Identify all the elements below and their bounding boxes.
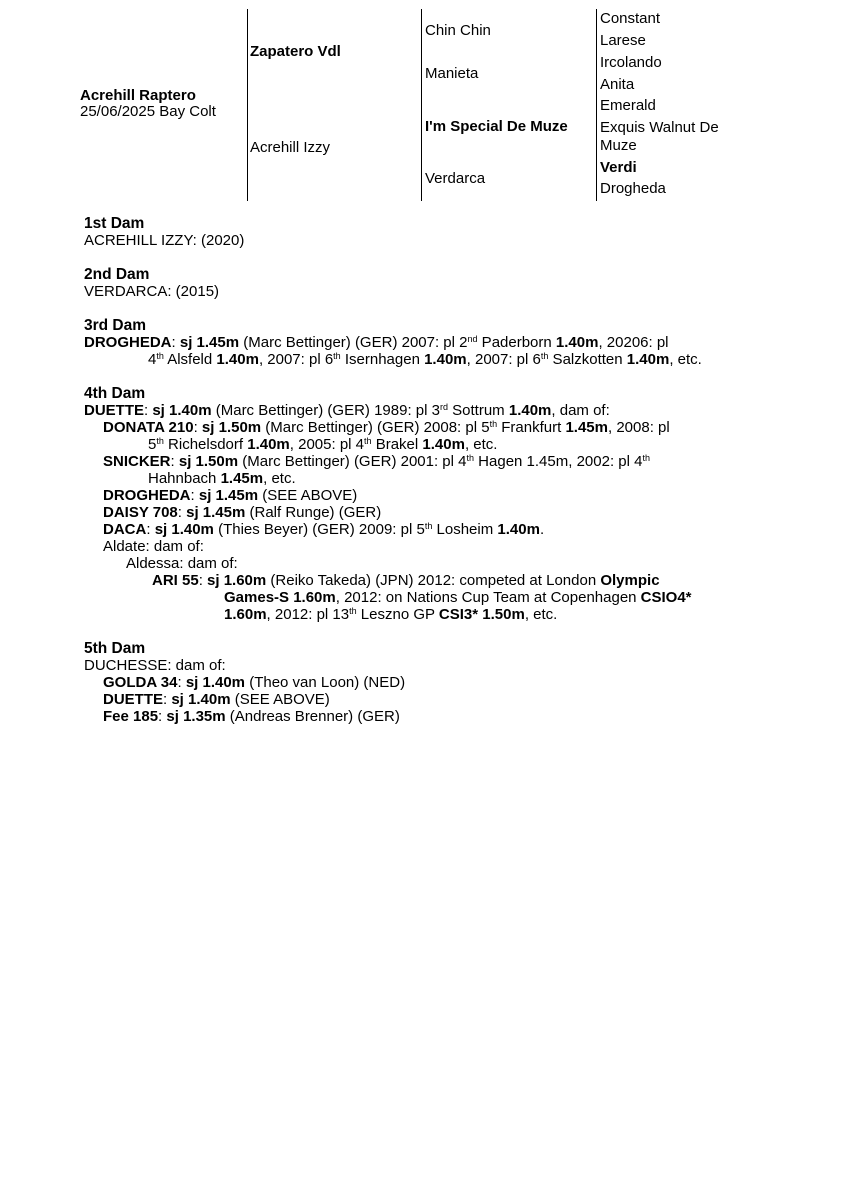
fee-line: Fee 185: sj 1.35m (Andreas Brenner) (GER) bbox=[103, 708, 400, 725]
ari-line-3: 1.60m, 2012: pl 13th Leszno GP CSI3* 1.50m, etc. bbox=[224, 606, 558, 623]
dam-dam: Verdarca bbox=[425, 170, 486, 187]
ggen-8: Drogheda bbox=[600, 180, 666, 197]
subject-info: 25/06/2025 Bay Colt bbox=[80, 103, 216, 120]
ari-line-2: Games-S 1.60m, 2012: on Nations Cup Team at Copenhagen CSIO4* bbox=[224, 589, 692, 606]
divider-3 bbox=[596, 9, 597, 201]
first-dam-text: ACREHILL IZZY: (2020) bbox=[84, 232, 245, 249]
pedigree-table bbox=[0, 0, 847, 210]
ari-line-1: ARI 55: sj 1.60m (Reiko Takeda) (JPN) 2012: competed at London Olympic bbox=[152, 572, 660, 589]
snicker-line-1: SNICKER: sj 1.50m (Marc Bettinger) (GER) 2001: pl 4th Hagen 1.45m, 2002: pl 4th bbox=[103, 453, 650, 470]
drogheda-line-1: DROGHEDA: sj 1.45m (Marc Bettinger) (GER) 2007: pl 2nd Paderborn 1.40m, 20206: pl bbox=[84, 334, 669, 351]
daca-line: DACA: sj 1.40m (Thies Beyer) (GER) 2009: pl 5th Losheim 1.40m. bbox=[103, 521, 545, 538]
fourth-dam-heading: 4th Dam bbox=[84, 385, 146, 402]
ggen-6: Muze bbox=[600, 137, 637, 154]
ggen-3: Anita bbox=[600, 76, 635, 93]
ggen-2: Ircolando bbox=[600, 54, 662, 71]
first-dam-heading: 1st Dam bbox=[84, 215, 145, 232]
ggen-4: Emerald bbox=[600, 97, 656, 114]
sire-dam: Manieta bbox=[425, 65, 479, 82]
donata-line-2: 5th Richelsdorf 1.40m, 2005: pl 4th Brakel 1.40m, etc. bbox=[148, 436, 498, 453]
duette-line: DUETTE: sj 1.40m (Marc Bettinger) (GER) 1989: pl 3rd Sottrum 1.40m, dam of: bbox=[84, 402, 610, 419]
duette-ref-line: DUETTE: sj 1.40m (SEE ABOVE) bbox=[103, 691, 330, 708]
ggen-0: Constant bbox=[600, 10, 661, 27]
aldessa-line: Aldessa: dam of: bbox=[126, 555, 238, 572]
second-dam-text: VERDARCA: (2015) bbox=[84, 283, 220, 300]
dams-section bbox=[84, 215, 702, 725]
divider-2 bbox=[421, 9, 422, 201]
dam-sire: I'm Special De Muze bbox=[425, 118, 568, 135]
duchesse-line: DUCHESSE: dam of: bbox=[84, 657, 226, 674]
drogheda-line-2: 4th Alsfeld 1.40m, 2007: pl 6th Isernhagen 1.40m, 2007: pl 6th Salzkotten 1.40m, etc. bbox=[148, 351, 702, 368]
second-dam-heading: 2nd Dam bbox=[84, 266, 150, 283]
ggen-5: Exquis Walnut De bbox=[600, 119, 719, 136]
third-dam-heading: 3rd Dam bbox=[84, 317, 147, 334]
golda-line: GOLDA 34: sj 1.40m (Theo van Loon) (NED) bbox=[103, 674, 406, 691]
snicker-line-2: Hahnbach 1.45m, etc. bbox=[148, 470, 296, 487]
ggen-1: Larese bbox=[600, 32, 646, 49]
sire-sire: Chin Chin bbox=[425, 22, 491, 39]
aldate-line: Aldate: dam of: bbox=[103, 538, 204, 555]
divider-1 bbox=[247, 9, 248, 201]
donata-line-1: DONATA 210: sj 1.50m (Marc Bettinger) (GER) 2008: pl 5th Frankfurt 1.45m, 2008: pl bbox=[103, 419, 670, 436]
dam: Acrehill Izzy bbox=[250, 139, 331, 156]
drogheda-ref-line: DROGHEDA: sj 1.45m (SEE ABOVE) bbox=[103, 487, 358, 504]
fifth-dam-heading: 5th Dam bbox=[84, 640, 146, 657]
daisy-line: DAISY 708: sj 1.45m (Ralf Runge) (GER) bbox=[103, 504, 382, 521]
subject-name: Acrehill Raptero bbox=[80, 87, 196, 104]
ggen-7: Verdi bbox=[600, 159, 637, 176]
sire: Zapatero Vdl bbox=[250, 43, 341, 60]
